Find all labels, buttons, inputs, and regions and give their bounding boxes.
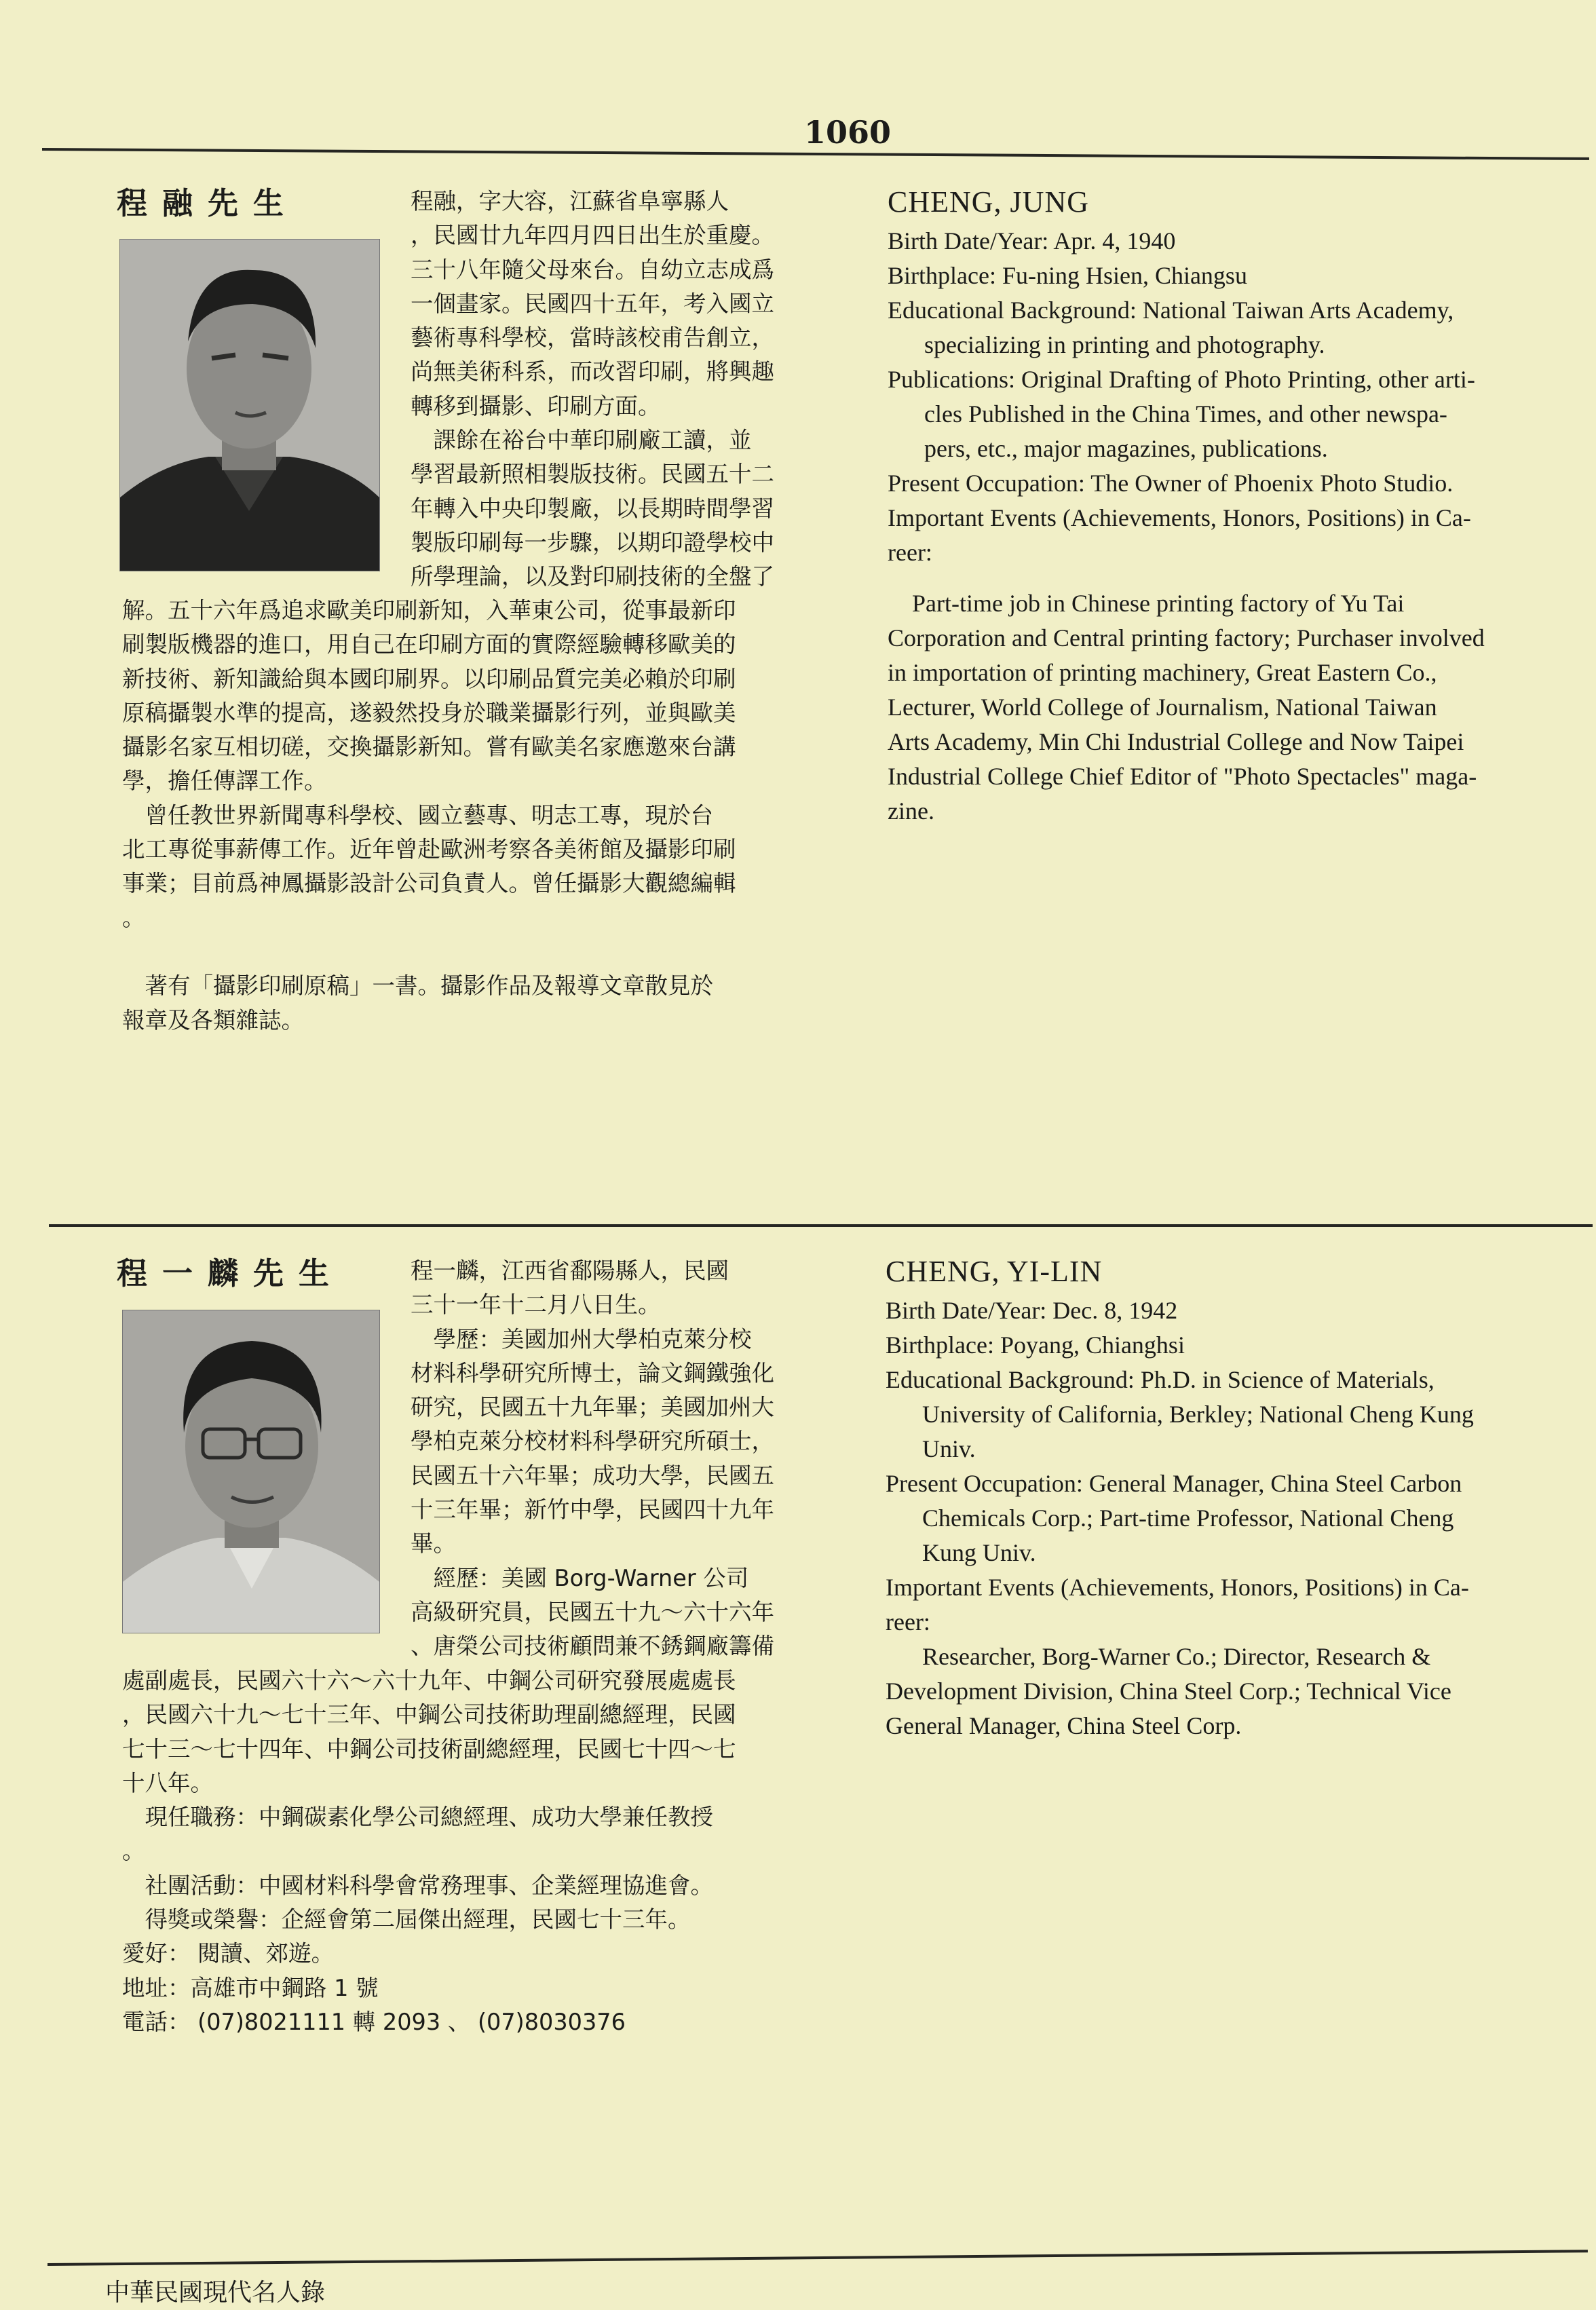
en-line: Arts Academy, Min Chi Industrial College and Now Taipei xyxy=(888,728,1464,755)
en-line xyxy=(888,570,1485,586)
bio-line: 著有「攝影印刷原稿」一書。攝影作品及報導文章散見於 xyxy=(122,972,713,1000)
bio-line: 所學理論，以及對印刷技術的全盤了 xyxy=(411,563,774,590)
bio-line: 三十一年十二月八日生。 xyxy=(411,1291,661,1319)
bio-line: 學習最新照相製版技術。民國五十二 xyxy=(411,461,774,488)
en-line: in importation of printing machinery, Great Eastern Co., xyxy=(888,659,1437,686)
en-line: reer: xyxy=(886,1608,930,1635)
english-bio xyxy=(886,1293,1474,1743)
bio-line: ，民國廿九年四月四日出生於重慶。 xyxy=(411,222,774,249)
portrait-cheng-jung-image xyxy=(120,240,379,571)
english-bio xyxy=(888,224,1485,829)
en-line: Researcher, Borg-Warner Co.; Director, Research & xyxy=(886,1643,1431,1670)
chinese-name-heading: 程一麟先生 xyxy=(117,1255,345,1291)
en-line: zine. xyxy=(888,797,934,825)
bio-line: 製版印刷每一步驟，以期印證學校中 xyxy=(411,529,774,556)
bio-line: ，民國六十九～七十三年、中鋼公司技術助理副總經理，民國 xyxy=(122,1701,736,1728)
bio-line: 程一麟，江西省鄱陽縣人，民國 xyxy=(411,1257,729,1284)
en-line: reer: xyxy=(888,539,932,566)
en-line: Important Events (Achievements, Honors, Positions) in Ca- xyxy=(886,1574,1469,1601)
en-line: Industrial College Chief Editor of "Photo Spectacles" maga- xyxy=(888,763,1477,790)
en-line: Present Occupation: The Owner of Phoenix Photo Studio. xyxy=(888,470,1454,497)
en-line: Univ. xyxy=(886,1435,976,1462)
bio-line: 一個畫家。民國四十五年，考入國立 xyxy=(411,290,774,317)
english-name-heading: CHENG, JUNG xyxy=(888,185,1089,219)
en-line: Development Division, China Steel Corp.; Technical Vice xyxy=(886,1678,1451,1705)
bio-line: 尚無美術科系，而改習印刷，將興趣 xyxy=(411,358,774,385)
portrait-photo xyxy=(119,239,380,571)
bio-line: 學，擔任傳譯工作。 xyxy=(122,768,327,795)
bio-line xyxy=(122,935,736,969)
en-line: University of California, Berkley; National Cheng Kung xyxy=(886,1401,1474,1428)
page-number: 1060 xyxy=(804,114,892,151)
bio-line: 電話： (07)8021111 轉 2093 、 (07)8030376 xyxy=(122,2008,626,2035)
chinese-bio-bottom xyxy=(122,1664,736,2039)
bio-line: 攝影名家互相切磋，交換攝影新知。嘗有歐美名家應邀來台講 xyxy=(122,734,736,761)
en-line: Part-time job in Chinese printing factory of Yu Tai xyxy=(888,590,1405,617)
bio-line: 、唐榮公司技術顧問兼不銹鋼廠籌備 xyxy=(411,1633,774,1660)
en-line: Birth Date/Year: Apr. 4, 1940 xyxy=(888,227,1176,254)
en-line: Present Occupation: General Manager, China Steel Carbon xyxy=(886,1470,1462,1497)
chinese-name-heading: 程融先生 xyxy=(117,185,299,221)
en-line: pers, etc., major magazines, publications. xyxy=(888,435,1328,462)
bio-line: 十三年畢；新竹中學，民國四十九年 xyxy=(411,1496,774,1523)
bio-line: 課餘在裕台中華印刷廠工讀，並 xyxy=(411,427,752,454)
english-name-heading: CHENG, YI-LIN xyxy=(886,1255,1103,1288)
chinese-bio-bottom xyxy=(122,594,736,1038)
bio-line: 事業；目前爲神鳳攝影設計公司負責人。曾任攝影大觀總編輯 xyxy=(122,870,736,897)
bio-line: 年轉入中央印製廠，以長期時間學習 xyxy=(411,495,774,522)
en-line: Birth Date/Year: Dec. 8, 1942 xyxy=(886,1297,1178,1324)
bio-line: 愛好： 閱讀、郊遊。 xyxy=(122,1940,335,1967)
bio-line: 新技術、新知識給與本國印刷界。以印刷品質完美必賴於印刷 xyxy=(122,665,736,692)
en-line: cles Published in the China Times, and other newspa- xyxy=(888,400,1447,428)
portrait-photo xyxy=(122,1310,380,1633)
en-line: Publications: Original Drafting of Photo Printing, other arti- xyxy=(888,366,1475,393)
en-line: Birthplace: Fu-ning Hsien, Chiangsu xyxy=(888,262,1247,289)
entry-separator-rule xyxy=(49,1224,1593,1227)
portrait-cheng-yi-lin-image xyxy=(123,1310,379,1633)
book-title-footer: 中華民國現代名人錄 xyxy=(105,2279,326,2307)
bio-line: 民國五十六年畢；成功大學，民國五 xyxy=(411,1462,774,1489)
bio-line: 十八年。 xyxy=(122,1769,213,1796)
bio-line: 解。五十六年爲追求歐美印刷新知，入華東公司，從事最新印 xyxy=(122,597,736,624)
bio-line: 藝術專科學校，當時該校甫告創立， xyxy=(411,324,774,352)
en-line: Kung Univ. xyxy=(886,1539,1036,1566)
chinese-bio-top xyxy=(411,1254,774,1664)
bio-line: 研究，民國五十九年畢；美國加州大 xyxy=(411,1394,774,1421)
bio-line: 。 xyxy=(122,904,145,931)
bio-line: 學歷：美國加州大學柏克萊分校 xyxy=(411,1325,752,1352)
bio-line: 畢。 xyxy=(411,1530,456,1557)
bio-line: 處副處長，民國六十六～六十九年、中鋼公司研究發展處處長 xyxy=(122,1667,736,1694)
bio-line: 經歷：美國 Borg-Warner 公司 xyxy=(411,1564,749,1591)
bio-line: 地址：高雄市中鋼路 1 號 xyxy=(122,1974,379,2001)
en-line: Chemicals Corp.; Part-time Professor, National Cheng xyxy=(886,1504,1454,1532)
en-line: Birthplace: Poyang, Chianghsi xyxy=(886,1331,1185,1359)
chinese-bio-top xyxy=(411,185,774,594)
bio-line: 北工專從事薪傳工作。近年曾赴歐洲考察各美術館及攝影印刷 xyxy=(122,836,736,863)
bio-line: 材料科學研究所博士，論文鋼鐵強化 xyxy=(411,1359,774,1386)
bio-line: 原稿攝製水準的提高，遂毅然投身於職業攝影行列，並與歐美 xyxy=(122,699,736,726)
en-line: specializing in printing and photography. xyxy=(888,331,1325,358)
footer-rule xyxy=(48,2250,1588,2266)
bio-line: 報章及各類雜誌。 xyxy=(122,1006,304,1034)
bio-line: 社團活動：中國材料科學會常務理事、企業經理協進會。 xyxy=(122,1872,713,1899)
en-line: Lecturer, World College of Journalism, National Taiwan xyxy=(888,694,1437,721)
bio-line: 七十三～七十四年、中鋼公司技術副總經理，民國七十四～七 xyxy=(122,1735,736,1762)
bio-line: 現任職務：中鋼碳素化學公司總經理、成功大學兼任教授 xyxy=(122,1804,713,1831)
bio-line: 。 xyxy=(122,1838,145,1865)
en-line: Corporation and Central printing factory; Purchaser involved xyxy=(888,624,1485,651)
en-line: Educational Background: National Taiwan Arts Academy, xyxy=(888,297,1454,324)
bio-line: 程融，字大容，江蘇省阜寧縣人 xyxy=(411,188,729,214)
bio-line: 得獎或榮譽：企經會第二屆傑出經理，民國七十三年。 xyxy=(122,1906,691,1933)
bio-line: 轉移到攝影、印刷方面。 xyxy=(411,392,661,419)
bio-line: 刷製版機器的進口，用自己在印刷方面的實際經驗轉移歐美的 xyxy=(122,631,736,658)
en-line: General Manager, China Steel Corp. xyxy=(886,1712,1242,1739)
bio-line: 高級研究員，民國五十九～六十六年 xyxy=(411,1598,774,1625)
en-line: Educational Background: Ph.D. in Science of Materials, xyxy=(886,1366,1434,1393)
bio-line: 曾任教世界新聞專科學校、國立藝專、明志工專，現於台 xyxy=(122,801,713,829)
bio-line: 三十八年隨父母來台。自幼立志成爲 xyxy=(411,256,774,283)
bio-line: 學柏克萊分校材料科學研究所碩士， xyxy=(411,1428,774,1455)
en-line: Important Events (Achievements, Honors, Positions) in Ca- xyxy=(888,504,1471,531)
